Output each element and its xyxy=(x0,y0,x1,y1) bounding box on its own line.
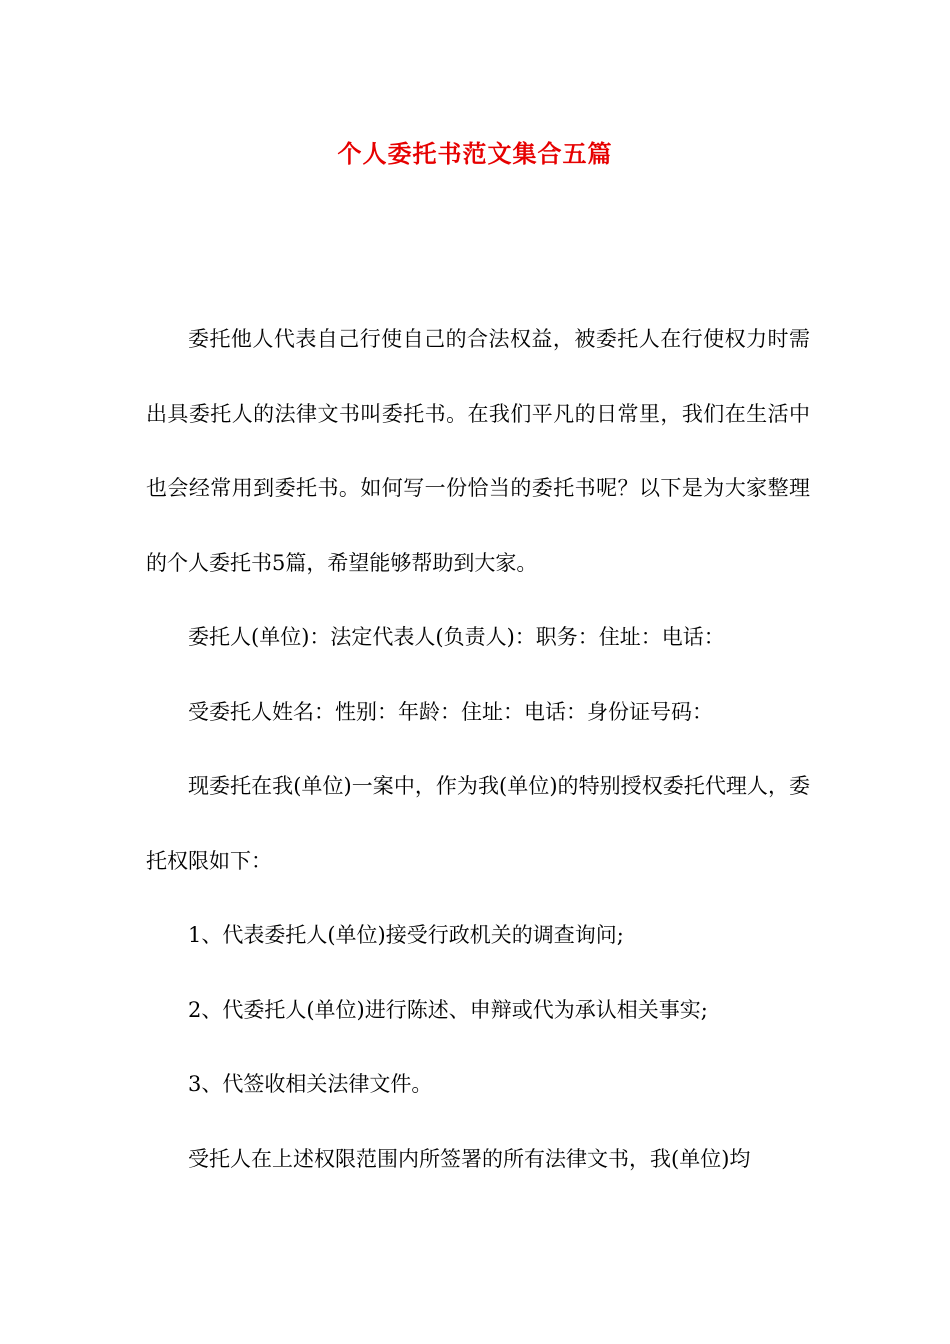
closing-paragraph: 受托人在上述权限范围内所签署的所有法律文书，我(单位)均 xyxy=(188,1146,751,1171)
authority-item-3: 3、代签收相关法律文件。 xyxy=(188,1072,433,1096)
authority-item-2: 2、代委托人(单位)进行陈述、申辩或代为承认相关事实; xyxy=(188,997,708,1022)
authority-item-1: 1、代表委托人(单位)接受行政机关的调查询问; xyxy=(188,923,624,947)
intro-paragraph: 委托他人代表自己行使自己的合法权益，被委托人在行使权力时需出具委托人的法律文书叫委托书。在我们平凡的日常里，我们在生活中也会经常用到委托书。如何写一份恰当的委托书呢？以下是为大家整理的个人委托书5篇，希望能够帮助到大家。 xyxy=(146,327,810,575)
agent-info-line: 受委托人姓名：性别：年龄：住址：电话：身份证号码： xyxy=(188,699,713,724)
document-title: 个人委托书范文集合五篇 xyxy=(337,139,613,168)
authorization-paragraph: 现委托在我(单位)一案中，作为我(单位)的特别授权委托代理人，委托权限如下： xyxy=(146,774,810,873)
principal-info-line: 委托人(单位)：法定代表人(负责人)：职务：住址：电话： xyxy=(188,625,725,649)
document-body xyxy=(146,302,810,1196)
